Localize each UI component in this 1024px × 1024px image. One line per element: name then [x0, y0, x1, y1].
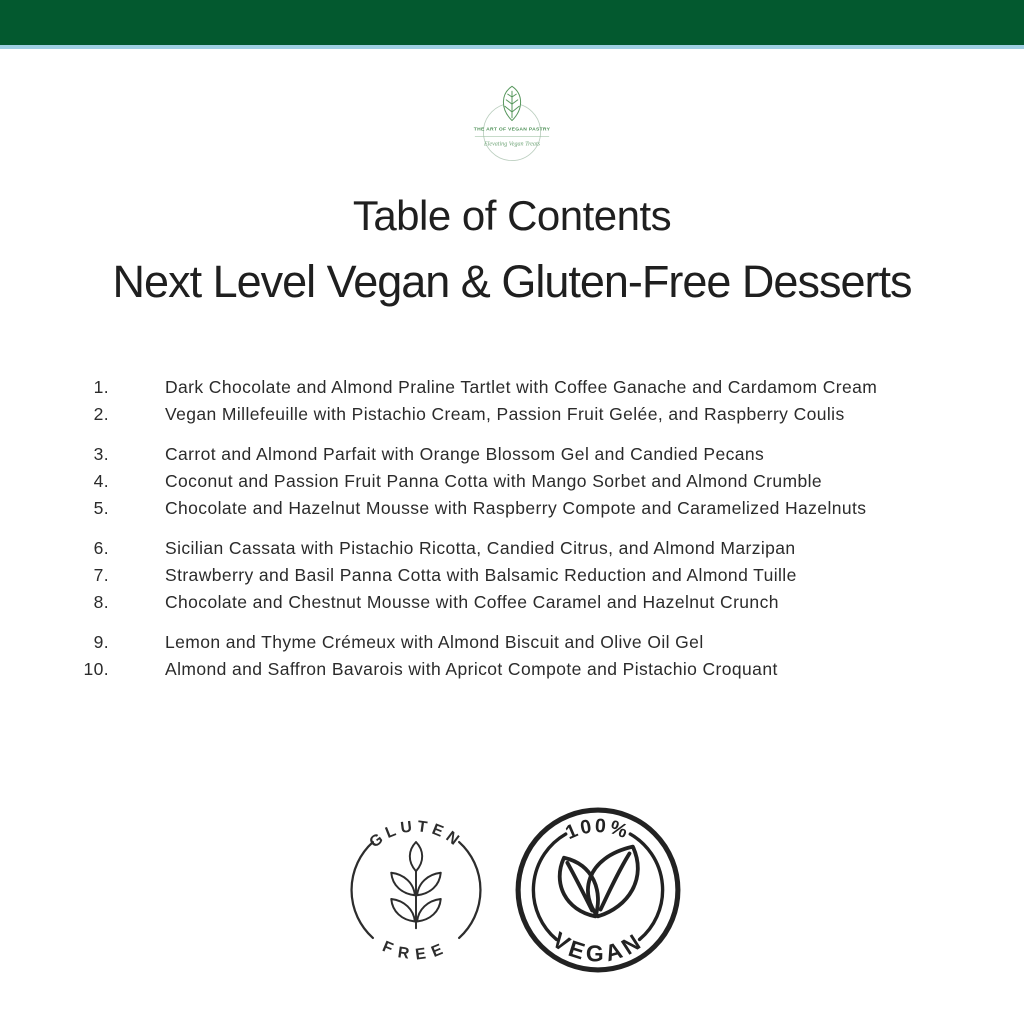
- toc-group: [75, 535, 955, 616]
- toc-item-number: 1.: [93, 377, 109, 397]
- toc-item-title: Carrot and Almond Parfait with Orange Blossom Gel and Candied Pecans: [165, 444, 765, 464]
- badges-row: [0, 805, 1024, 975]
- toc-item-title: Almond and Saffron Bavarois with Apricot Compote and Pistachio Croquant: [165, 659, 778, 679]
- toc-item-title: Vegan Millefeuille with Pistachio Cream, Passion Fruit Gelée, and Raspberry Coulis: [165, 404, 845, 424]
- toc-item-number: 10.: [83, 659, 109, 679]
- leaf-icon: [503, 86, 520, 120]
- top-bar: [0, 0, 1024, 45]
- toc-item: [75, 441, 955, 468]
- toc-item: [75, 495, 955, 522]
- wheat-plant-icon: [391, 842, 441, 928]
- vegan-top-text: [562, 815, 633, 844]
- vegan-badge: [513, 805, 683, 975]
- two-leaves-icon: [560, 847, 638, 917]
- vegan-bottom-label: VEGAN: [547, 926, 649, 967]
- gluten-free-top-text: [366, 818, 465, 851]
- toc-item-number: 6.: [93, 538, 109, 558]
- toc-item-title: Strawberry and Basil Panna Cotta with Balsamic Reduction and Almond Tuille: [165, 565, 797, 585]
- toc-group: [75, 374, 955, 428]
- toc-item-number: 7.: [93, 565, 109, 585]
- toc-item: [75, 401, 955, 428]
- toc-item-number: 9.: [93, 632, 109, 652]
- toc-item-number: 8.: [93, 592, 109, 612]
- page-title: Table of Contents: [352, 192, 672, 239]
- accent-line: [0, 45, 1024, 49]
- toc-item: [75, 468, 955, 495]
- gluten-free-badge: [341, 815, 491, 965]
- page-subtitle: Next Level Vegan & Gluten-Free Desserts: [112, 256, 912, 307]
- toc-item-title: Lemon and Thyme Crémeux with Almond Biscuit and Olive Oil Gel: [165, 632, 704, 652]
- gluten-free-bottom-label: FREE: [379, 938, 453, 964]
- toc-group: [75, 441, 955, 522]
- toc-item: [75, 374, 955, 401]
- brand-logo: [462, 82, 562, 168]
- toc-item: [75, 629, 955, 656]
- toc-item-number: 3.: [93, 444, 109, 464]
- toc-item-number: 5.: [93, 498, 109, 518]
- toc-item-title: Sicilian Cassata with Pistachio Ricotta, Candied Citrus, and Almond Marzipan: [165, 538, 796, 558]
- toc-item: [75, 562, 955, 589]
- logo-tagline-text: Elevating Vegan Treats: [483, 141, 541, 148]
- toc-item-number: 2.: [93, 404, 109, 424]
- gluten-free-top-label: GLUTEN: [366, 818, 466, 852]
- table-of-contents: [75, 374, 955, 696]
- toc-item: [75, 656, 955, 683]
- vegan-top-label: 100%: [562, 814, 633, 845]
- toc-item: [75, 589, 955, 616]
- toc-group: [75, 629, 955, 683]
- toc-item-title: Coconut and Passion Fruit Panna Cotta with Mango Sorbet and Almond Crumble: [165, 471, 823, 491]
- toc-item-title: Dark Chocolate and Almond Praline Tartlet with Coffee Ganache and Cardamom Cream: [165, 377, 878, 397]
- gluten-free-bottom-text: [380, 938, 452, 963]
- logo-brand-text: THE ART OF VEGAN PASTRY: [473, 126, 551, 133]
- toc-item-title: Chocolate and Hazelnut Mousse with Raspberry Compote and Caramelized Hazelnuts: [165, 498, 867, 518]
- toc-item-number: 4.: [93, 471, 109, 491]
- toc-item: [75, 535, 955, 562]
- toc-item-title: Chocolate and Chestnut Mousse with Coffee Caramel and Hazelnut Crunch: [165, 592, 779, 612]
